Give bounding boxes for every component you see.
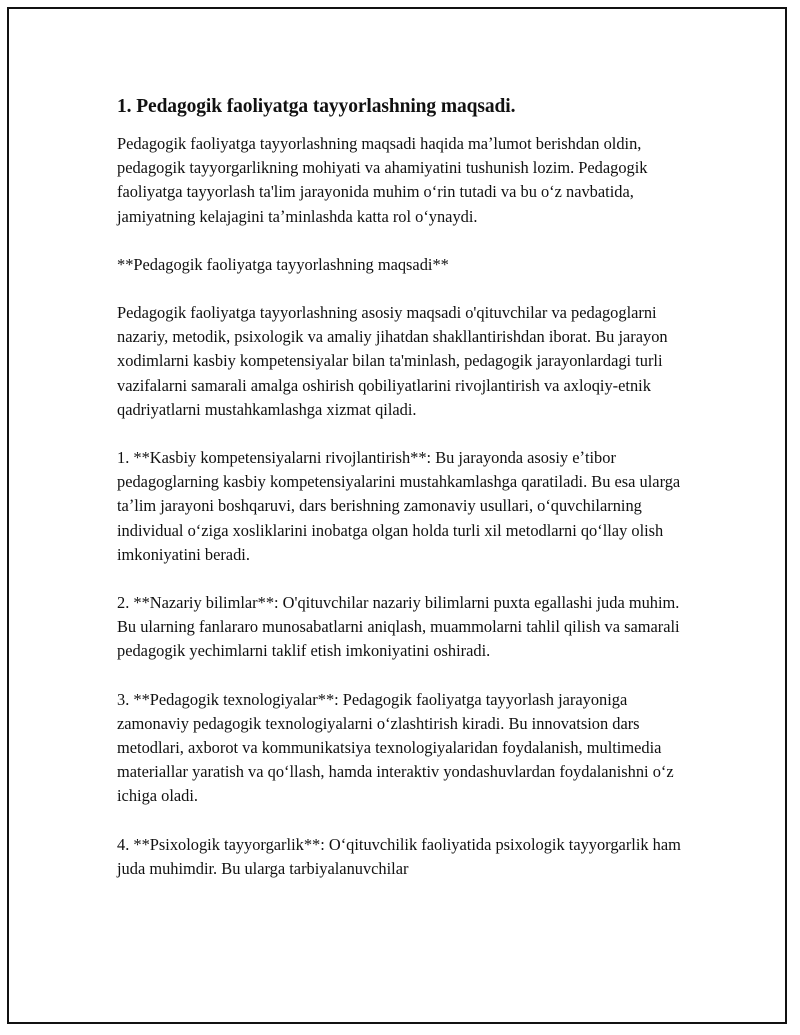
paragraph-intro: Pedagogik faoliyatga tayyorlashning maqsadi haqida maʼlumot berishdan oldin, pedagogik tayyorgarlikning mohiyati va ahamiyatini tushunish lozim. Pedagogik faoliyatga tayyorlash ta'lim jarayonida muhim oʻrin tutadi va bu oʻz navbatida, jamiyatning kelajagini taʼminlashda katta rol oʻynaydi. bbox=[117, 134, 648, 226]
section-heading: 1. Pedagogik faoliyatga tayyorlashning maqsadi. bbox=[117, 96, 516, 117]
paragraph-item-4: 4. **Psixologik tayyorgarlik**: Oʻqituvchilik faoliyatida psixologik tayyorgarlik ham juda muhimdir. Bu ularga tarbiyalanuvchilar bbox=[117, 834, 681, 878]
paragraph-subheading: **Pedagogik faoliyatga tayyorlashning maqsadi** bbox=[117, 254, 449, 274]
paragraph-main-goal: Pedagogik faoliyatga tayyorlashning asosiy maqsadi o'qituvchilar va pedagoglarni nazariy, metodik, psixologik va amaliy jihatdan shakllantirishdan iborat. Bu jarayon xodimlarni kasbiy kompetensiyalar bilan ta'minlash, pedagogik jarayonlardagi turli vazifalarni samarali amalga oshirish qobiliyatlarini rivojlantirish va axloqiy-etnik qadriyatlarni mustahkamlashga xizmat qiladi. bbox=[117, 303, 668, 419]
paragraph-item-2: 2. **Nazariy bilimlar**: O'qituvchilar nazariy bilimlarni puxta egallashi juda muhim. Bu ularning fanlararo munosabatlarni aniqlash, muammolarni tahlil qilish va samarali pedagogik yechimlarni taklif etish imkoniyatini oshiradi. bbox=[117, 593, 680, 661]
paragraph-item-1: 1. **Kasbiy kompetensiyalarni rivojlantirish**: Bu jarayonda asosiy eʼtibor pedagoglarning kasbiy kompetensiyalarini mustahkamlashga qaratiladi. Bu esa ularga taʼlim jarayoni boshqaruvi, dars berishning zamonaviy usullari, oʻquvchilarning individual oʻziga xosliklarini inobatga olgan holda turli xil metodlarni qoʻllay olish imkoniyatini beradi. bbox=[117, 448, 681, 564]
document-body bbox=[117, 95, 687, 905]
paragraph-item-3: 3. **Pedagogik texnologiyalar**: Pedagogik faoliyatga tayyorlash jarayoniga zamonaviy pedagogik texnologiyalarni oʻzlashtirish kiradi. Bu innovatsion dars metodlari, axborot va kommunikatsiya texnologiyalaridan foydalanish, multimedia materiallar yaratish va qoʻllash, hamda interaktiv yondashuvlardan foydalanishni oʻz ichiga oladi. bbox=[117, 689, 674, 806]
